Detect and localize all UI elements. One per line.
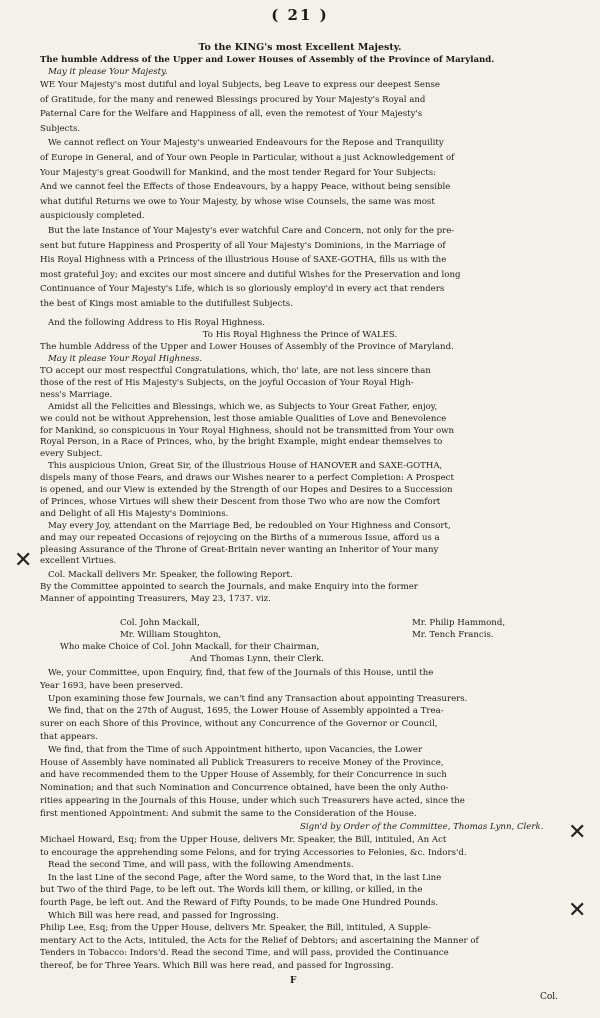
text-line: what dutiful Returns we owe to Your Majesty, by whose wise Counsels, the same was most: [40, 196, 435, 207]
margin-cross-mark: ✕: [568, 820, 587, 845]
member-left-2: Mr. William Stoughton,: [120, 630, 222, 640]
signature-mark: F: [290, 976, 297, 986]
member-right-2: Mr. Tench Francis.: [412, 630, 494, 640]
text-line: Tenders in Tobacco: Indors'd. Read the second Time, and will pass, provided the Continuance: [40, 948, 449, 959]
margin-cross-mark: ✕: [568, 898, 587, 923]
text-line: Continuance of Your Majesty's Life, which is so gloriously employ'd in every act that renders: [40, 284, 445, 295]
text-line: Your Majesty's great Goodwill for Mankind, and the most tender Regard for Your Subjects:: [40, 167, 437, 178]
king-address-salutation: May it please Your Majesty.: [48, 67, 168, 77]
text-line: Paternal Care for the Welfare and Happiness of all, even the remotest of Your Majesty's: [40, 109, 423, 120]
text-line: In the last Line of the second Page, after the Word same, to the Word that, in the last Line: [48, 872, 442, 883]
text-line: This auspicious Union, Great Sir, of the illustrious House of HANOVER and SAXE-GOTHA,: [48, 461, 443, 472]
text-line: the best of Kings most amiable to the dutifullest Subjects.: [40, 299, 293, 309]
text-line: We, your Committee, upon Enquiry, find, that few of the Journals of this House, until the: [48, 668, 434, 678]
text-line: Royal Person, in a Race of Princes, who, by the bright Example, might endear themselves to: [40, 437, 443, 448]
text-line: By the Committee appointed to search the Journals, and make Enquiry into the former: [40, 582, 418, 592]
text-line: sent but future Happiness and Prosperity of all Your Majesty's Dominions, in the Marriage of: [40, 240, 446, 251]
prince-address-salutation: May it please Your Royal Highness.: [48, 354, 203, 364]
text-line: Philip Lee, Esq; from the Upper House, delivers Mr. Speaker, the Bill, intituled, A Supple-: [40, 923, 431, 934]
text-line: Michael Howard, Esq; from the Upper House, delivers Mr. Speaker, the Bill, intituled, An Act: [40, 835, 447, 845]
text-line: but Two of the third Page, to be left out. The Words kill them, or killing, or killed, in the: [40, 885, 423, 896]
text-line: Amidst all the Felicities and Blessings, which we, as Subjects to Your Great Father, enjoy,: [48, 401, 438, 412]
text-line: that appears.: [40, 732, 98, 742]
king-address-subheading: The humble Address of the Upper and Lower Houses of Assembly of the Province of Maryland.: [40, 55, 495, 65]
text-line: Col. Mackall delivers Mr. Speaker, the following Report.: [48, 570, 293, 580]
text-line: thereof, be for Three Years. Which Bill was here read, and passed for Ingrossing.: [40, 961, 394, 971]
chair-line-1: Who make Choice of Col. John Mackall, for their Chairman,: [60, 642, 320, 652]
page-number: ( 21 ): [271, 6, 329, 24]
text-line: And we cannot feel the Effects of those Endeavours, by a happy Peace, without being sensible: [40, 182, 451, 193]
text-line: auspiciously completed.: [40, 211, 145, 222]
text-line: We find, that on the 27th of August, 1695, the Lower House of Assembly appointed a Trea-: [48, 706, 444, 717]
text-line: Nomination; and that such Nomination and Concurrence obtained, have been the only Autho-: [40, 783, 449, 794]
text-line: Which Bill was here read, and passed for Ingrossing.: [48, 910, 279, 921]
text-line: But the late Instance of Your Majesty's ever watchful Care and Concern, not only for the pre-: [48, 226, 455, 236]
member-left-1: Col. John Mackall,: [120, 618, 200, 628]
text-line: is opened, and our View is extended by the Strength of our Hopes and Desires to a Succession: [40, 485, 453, 495]
report-signed: Sign'd by Order of the Committee, Thomas Lynn, Clerk.: [300, 822, 544, 832]
text-line: Manner of appointing Treasurers, May 23, 1737. viz.: [40, 594, 271, 604]
text-line: excellent Virtues.: [40, 556, 117, 567]
text-line: We cannot reflect on Your Majesty's unwearied Endeavours for the Repose and Tranquility: [48, 138, 444, 149]
text-line: Year 1693, have been preserved.: [40, 680, 184, 691]
prince-intro: And the following Address to His Royal Highness.: [48, 318, 265, 328]
text-line: WE Your Majesty's most dutiful and loyal Subjects, beg Leave to express our deepest Sense: [40, 80, 440, 90]
text-line: first mentioned Appointment: And submit the same to the Consideration of the House.: [40, 808, 417, 819]
text-line: and Delight of all His Majesty's Dominions.: [40, 508, 229, 519]
text-line: His Royal Highness with a Princess of the illustrious House of SAXE-GOTHA, fills us with the: [40, 255, 447, 266]
text-line: House of Assembly have nominated all Publick Treasurers to receive Money of the Province,: [40, 757, 444, 768]
prince-address-subheading: The humble Address of the Upper and Lower Houses of Assembly of the Province of Maryland.: [40, 342, 454, 352]
text-line: Subjects.: [40, 123, 81, 134]
member-right-1: Mr. Philip Hammond,: [412, 618, 506, 628]
text-line: for Mankind, so conspicuous in Your Royal Highness, should not be transmitted from Your own: [40, 425, 455, 436]
chair-line-2: And Thomas Lynn, their Clerk.: [190, 654, 324, 664]
text-line: Upon examining those few Journals, we can't find any Transaction about appointing Treasurers.: [48, 693, 468, 704]
text-line: to encourage the apprehending some Felons, and for trying Accessories to Felonies, &c. Indors'd.: [40, 847, 467, 858]
text-line: of Princes, whose Virtues will shew their Descent from those Two who are now the Comfort: [40, 496, 441, 507]
margin-cross-mark: ✕: [14, 548, 33, 573]
text-line: dispels many of those Fears, and draws our Wishes nearer to a perfect Completion: A Prospect: [40, 473, 454, 484]
king-address-heading: To the KING's most Excellent Majesty.: [198, 42, 402, 53]
text-line: we could not be without Apprehension, lest those amiable Qualities of Love and Benevolence: [40, 413, 447, 424]
text-line: most grateful Joy; and excites our most sincere and dutiful Wishes for the Preservation and long: [40, 269, 461, 280]
prince-address-heading: To His Royal Highness the Prince of WALES.: [202, 330, 398, 340]
text-line: TO accept our most respectful Congratulations, which, tho' late, are not less sincere than: [40, 366, 431, 376]
text-line: rities appearing in the Journals of this House, under which such Treasurers have acted, since the: [40, 796, 465, 806]
text-line: of Europe in General, and of Your own People in Particular, without a just Acknowledgement of: [40, 153, 455, 163]
text-line: We find, that from the Time of such Appointment hitherto, upon Vacancies, the Lower: [48, 744, 423, 755]
text-line: May every Joy, attendant on the Marriage Bed, be redoubled on Your Highness and Consort,: [48, 520, 451, 531]
text-line: every Subject.: [40, 449, 103, 460]
text-line: pleasing Assurance of the Throne of Great-Britain never wanting an Inheritor of Your many: [40, 544, 439, 555]
text-line: of Gratitude, for the many and renewed Blessings procured by Your Majesty's Royal and: [40, 94, 426, 105]
text-line: mentary Act to the Acts, intituled, the Acts for the Relief of Debtors; and ascertaining the Manner of: [40, 935, 479, 946]
text-line: and have recommended them to the Upper House of Assembly, for their Concurrence in such: [40, 770, 447, 781]
text-line: and may our repeated Occasions of rejoycing on the Births of a numerous Issue, afford us a: [40, 532, 440, 543]
catchword: Col.: [540, 992, 559, 1002]
text-line: fourth Page, be left out. And the Reward of Fifty Pounds, to be made One Hundred Pounds.: [40, 898, 439, 908]
text-line: surer on each Shore of this Province, without any Concurrence of the Governor or Council,: [40, 719, 438, 730]
text-line: those of the rest of His Majesty's Subjects, on the joyful Occasion of Your Royal High-: [40, 377, 414, 388]
text-line: ness's Marriage.: [40, 389, 113, 400]
text-line: Read the second Time, and will pass, with the following Amendments.: [48, 860, 354, 871]
